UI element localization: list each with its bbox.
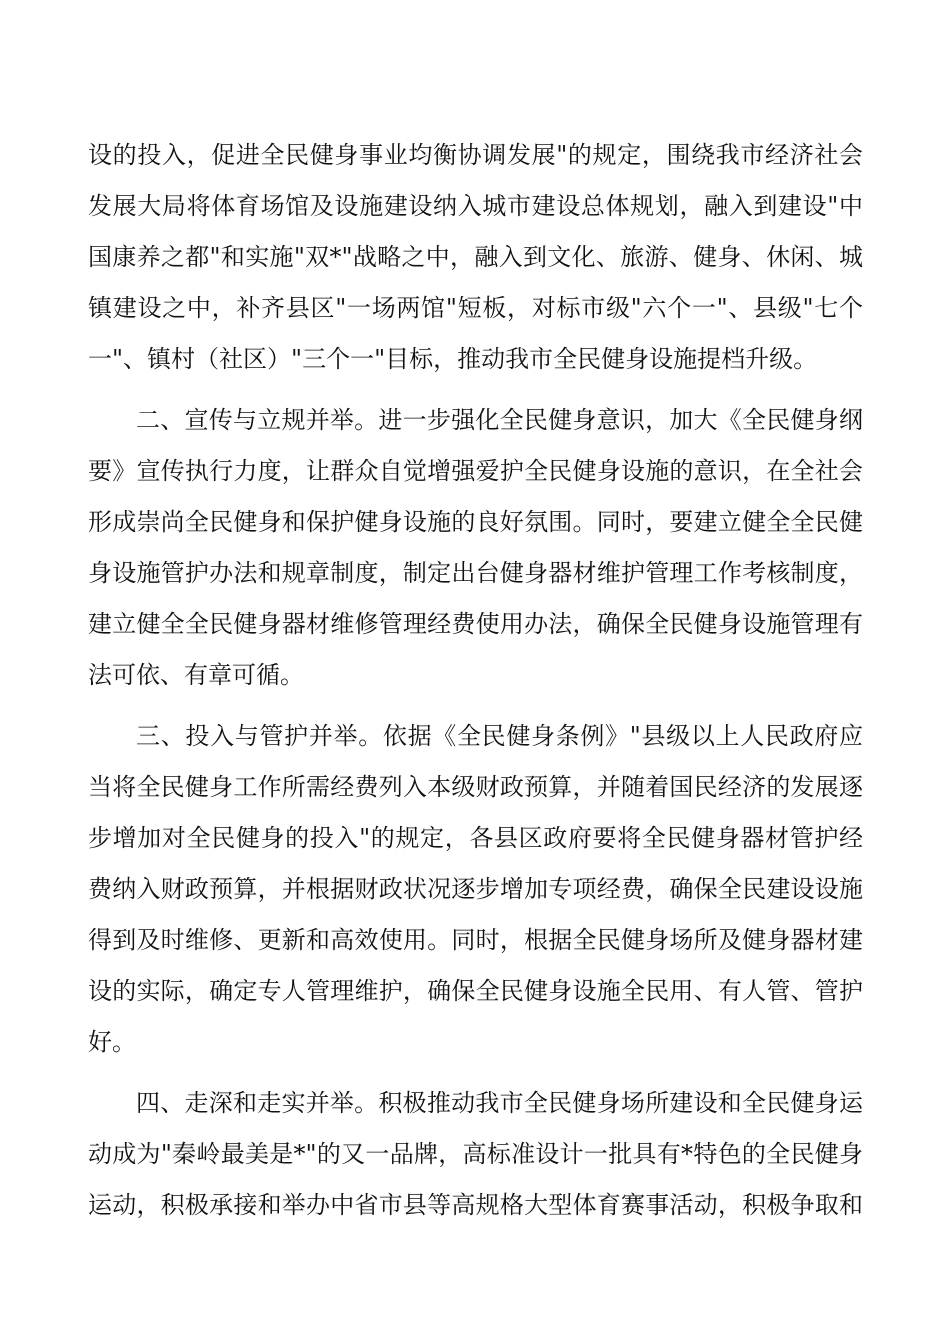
text-line: 设的投入，促进全民健身事业均衡协调发展"的规定，围绕我市经济社会 (88, 141, 863, 169)
text-line: 得到及时维修、更新和高效使用。同时，根据全民健身场所及健身器材建 (88, 926, 863, 954)
document-body (88, 130, 863, 1241)
text-line: 建立健全全民健身器材维修管理经费使用办法，确保全民健身设施管理有 (88, 610, 863, 638)
text-line: 好。 (88, 1028, 136, 1056)
text-line: 费纳入财政预算，并根据财政状况逐步增加专项经费，确保全民建设设施 (88, 875, 863, 903)
text-line: 一"、镇村（社区）"三个一"目标，推动我市全民健身设施提档升级。 (88, 345, 818, 373)
text-line: 步增加对全民健身的投入"的规定，各县区政府要将全民健身器材管护经 (88, 824, 863, 852)
paragraph-section-2 (88, 395, 863, 701)
text-line: 镇建设之中，补齐县区"一场两馆"短板，对标市级"六个一"、县级"七个 (88, 294, 863, 322)
text-line: 身设施管护办法和规章制度，制定出台健身器材维护管理工作考核制度， (88, 559, 863, 587)
text-line: 动成为"秦岭最美是*"的又一品牌，高标准设计一批具有*特色的全民健身 (88, 1140, 863, 1168)
text-line: 运动，积极承接和举办中省市县等高规格大型体育赛事活动，积极争取和 (88, 1191, 863, 1219)
paragraph-section-4 (88, 1078, 863, 1231)
text-line: 二、宣传与立规并举。进一步强化全民健身意识，加大《全民健身纲 (136, 406, 863, 434)
text-line: 设的实际，确定专人管理维护，确保全民健身设施全民用、有人管、管护 (88, 977, 863, 1005)
text-line: 国康养之都"和实施"双*"战略之中，融入到文化、旅游、健身、休闲、城 (88, 243, 863, 271)
text-line: 要》宣传执行力度，让群众自觉增强爱护全民健身设施的意识，在全社会 (88, 457, 863, 485)
text-line: 三、投入与管护并举。依据《全民健身条例》"县级以上人民政府应 (136, 722, 863, 750)
text-line: 形成崇尚全民健身和保护健身设施的良好氛围。同时，要建立健全全民健 (88, 508, 863, 536)
text-line: 法可依、有章可循。 (88, 661, 304, 689)
paragraph-section-3 (88, 711, 863, 1068)
text-line: 发展大局将体育场馆及设施建设纳入城市建设总体规划，融入到建设"中 (88, 192, 863, 220)
paragraph-intro-continuation (88, 130, 863, 385)
text-line: 四、走深和走实并举。积极推动我市全民健身场所建设和全民健身运 (136, 1089, 863, 1117)
text-line: 当将全民健身工作所需经费列入本级财政预算，并随着国民经济的发展逐 (88, 773, 863, 801)
